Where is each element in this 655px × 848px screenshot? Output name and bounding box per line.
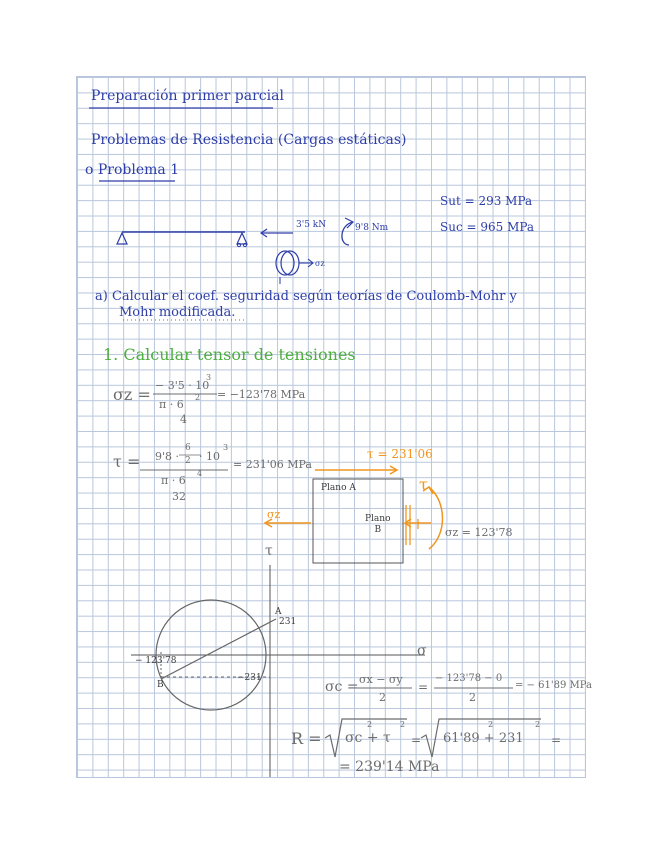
- right-support-icon: [237, 233, 247, 244]
- radius-exp-1: 2: [367, 720, 373, 729]
- suc-value: Suc = 965 MPa: [440, 220, 535, 234]
- tau-eq-frac-bottom: 2: [185, 456, 191, 466]
- tau-eq-frac-top: 6: [185, 443, 191, 453]
- sigma-eq-den-exp: 2: [195, 393, 201, 402]
- tau-eq-num-exp: 3: [223, 443, 229, 452]
- sigma-z-small: σz: [315, 259, 325, 268]
- sigma-eq-lhs: σz =: [113, 385, 151, 404]
- radius-exp-3: 2: [488, 720, 494, 729]
- tau-eq-num: 9'8 ·: [155, 450, 180, 463]
- shear-right-arrow: [429, 487, 443, 549]
- tau-top-label: τ = 231'06: [367, 447, 433, 461]
- page-title: Preparación primer parcial: [91, 88, 284, 104]
- center-eq-den2: 2: [469, 691, 476, 704]
- tau-eq-den: π · 6: [161, 474, 186, 487]
- center-eq-num: σx − σy: [359, 673, 403, 686]
- plano-a-label: Plano A: [321, 483, 356, 493]
- radius-eq-result: = 239'14 MPa: [339, 759, 440, 775]
- sigma-eq-num: − 3'5 · 10: [155, 379, 210, 392]
- sigma-eq-result: = −123'78 MPa: [217, 388, 306, 401]
- sigma-right-label: σz = 123'78: [445, 526, 513, 539]
- sigma-eq-den-bottom: 4: [180, 413, 187, 426]
- tau-eq-den-bottom: 32: [172, 490, 186, 503]
- radius-eq-inner-2: 61'89 + 231: [443, 731, 524, 746]
- center-eq-equals: =: [418, 680, 429, 694]
- torque-label: 9'8 Nm: [355, 223, 389, 233]
- tau-eq-lhs: τ =: [113, 452, 141, 471]
- radius-eq-inner-1: σc + τ: [345, 730, 391, 746]
- sigma-left-label: σz: [267, 508, 281, 521]
- shaft-section-icon: [276, 251, 294, 275]
- center-eq-result: = − 61'89 MPa: [515, 680, 592, 691]
- tau-eq-num-tail: · 10: [199, 450, 220, 463]
- point-b-label: B: [157, 680, 164, 690]
- diameter-line: [161, 619, 276, 679]
- left-support-icon: [117, 233, 127, 244]
- point-a-label: A: [275, 607, 282, 617]
- page-subtitle: Problemas de Resistencia (Cargas estáticas): [91, 132, 407, 148]
- force-label: 3'5 kN: [296, 220, 327, 230]
- step-1-title: 1. Calcular tensor de tensiones: [103, 345, 356, 364]
- center-eq-num2: − 123'78 − 0: [435, 673, 503, 684]
- tau-axis-label: τ: [265, 543, 273, 559]
- grid-paper: [76, 76, 592, 778]
- question-line-2: Mohr modificada.: [119, 305, 236, 320]
- sigma-eq-num-exp: 3: [206, 373, 212, 382]
- center-eq-den: 2: [379, 691, 386, 704]
- value-neg-231: −231: [237, 673, 262, 683]
- tau-eq-den-exp: 4: [197, 469, 203, 478]
- sut-value: Sut = 293 MPa: [440, 194, 533, 208]
- value-231: 231: [279, 617, 297, 627]
- plano-b-label: Plano B: [365, 514, 391, 535]
- sketch-layer: [77, 77, 585, 777]
- tau-eq-result: = 231'06 MPa: [233, 458, 312, 471]
- radius-eq-equals: =: [411, 733, 422, 747]
- radius-eq-lhs: R =: [291, 729, 322, 748]
- radius-exp-2: 2: [400, 720, 406, 729]
- radius-exp-4: 2: [535, 720, 541, 729]
- value-neg-12378: − 123'78: [135, 656, 177, 666]
- center-eq-lhs: σc =: [325, 679, 359, 695]
- sigma-axis-label: σ: [417, 643, 427, 659]
- question-line-1: a) Calcular el coef. seguridad según teorías de Coulomb-Mohr y: [95, 289, 517, 304]
- torque-icon: [342, 222, 353, 245]
- tau-right-label: τ: [419, 475, 428, 494]
- problem-heading: o Problema 1: [85, 162, 180, 178]
- radius-eq-tail: =: [551, 733, 562, 747]
- sigma-eq-den: π · 6: [159, 398, 184, 411]
